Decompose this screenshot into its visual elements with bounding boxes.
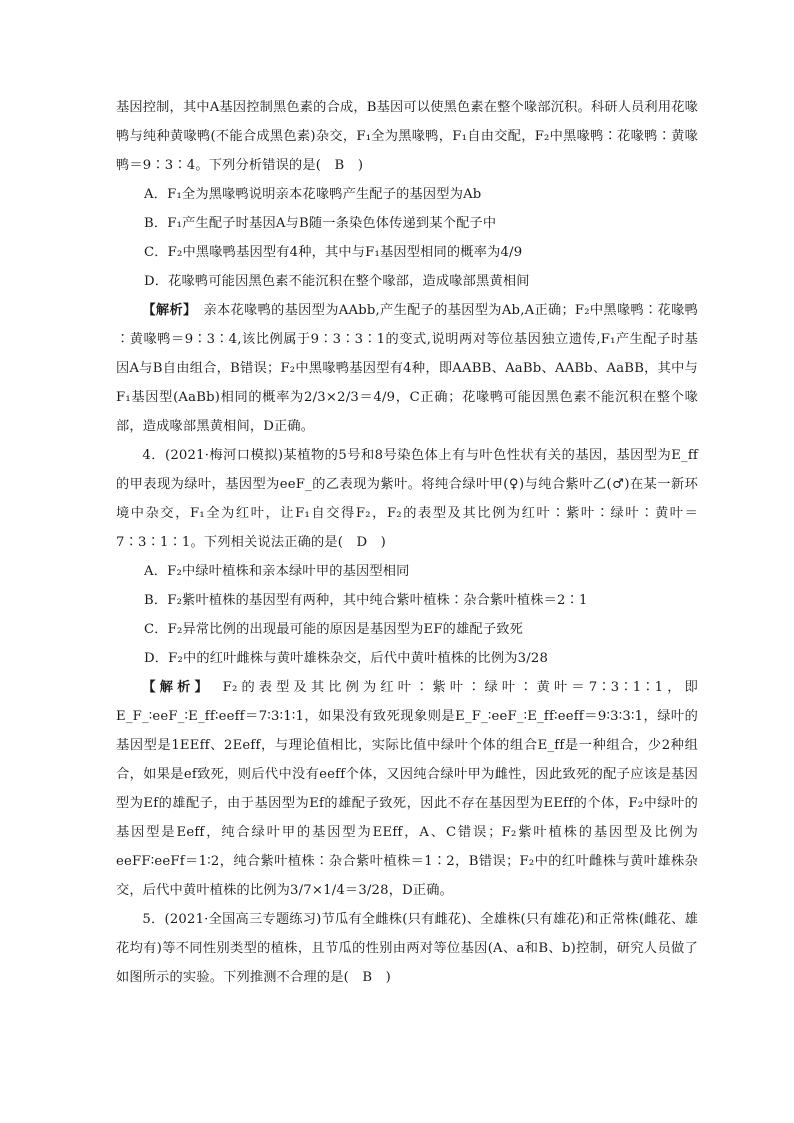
q3-analysis <box>116 296 698 441</box>
analysis-label: 【解析】 <box>142 303 190 318</box>
q3-option-a: A．F₁全为黑喙鸭说明亲本花喙鸭产生配子的基因型为Ab <box>144 187 482 202</box>
q4-option-a: A．F₂中绿叶植株和亲本绿叶甲的基因型相同 <box>144 564 410 579</box>
q4-option-b: B．F₂紫叶植株的基因型有两种，其中纯合紫叶植株∶杂合紫叶植株＝2∶1 <box>144 593 588 608</box>
document-body <box>116 93 698 992</box>
q3-option-c: C．F₂中黑喙鸭基因型有4种，其中与F₁基因型相同的概率为4/9 <box>144 245 523 260</box>
analysis-text: 亲本花喙鸭的基因型为AAbb,产生配子的基因型为Ab,A正确；F₂中黑喙鸭∶花喙鸭∶黄喙鸭＝9∶3∶4,该比例属于9∶3∶3∶1的变式,说明两对等位基因独立遗传,F₁产生配子时基因A与B自由组合，B错误；F₂中黑喙鸭基因型有4种，即AABB、AaBb、AABb、AaBB，其中与F₁基因型(AaBb)相同的概率为2/3×2/3＝4/9，C正确；花喙鸭可能因黑色素不能沉积在整个喙部，造成喙部黑黄相间，D正确。 <box>116 303 698 434</box>
q3-option-d: D．花喙鸭可能因黑色素不能沉积在整个喙部，造成喙部黑黄相间 <box>144 274 530 289</box>
q4-option-c: C．F₂异常比例的出现最可能的原因是基因型为EF的雄配子致死 <box>144 622 523 637</box>
analysis-text: F₂的表型及其比例为红叶∶紫叶∶绿叶∶黄叶＝7∶3∶1∶1，即E_F_∶eeF_∶E_ff∶eeff＝7∶3∶1∶1，如果没有致死现象则是E_F_∶eeF_∶E_ff∶eeff＝9∶3∶3∶1，绿叶的基因型是1EEff、2Eeff，与理论值相比，实际比值中绿叶个体的组合E_ff是一种组合，少2种组合，如果是ef致死，则后代中没有eeff个体，又因纯合绿叶甲为雌性，因此致死的配子应该是基因型为Ef的雄配子，由于基因型为Ef的雄配子致死，因此不存在基因型为EEff的个体，F₂中绿叶的基因型是Eeff，纯合绿叶甲的基因型为EEff，A、C错误；F₂紫叶植株的基因型及比例为eeFF∶eeFf＝1∶2，纯合紫叶植株∶杂合紫叶植株＝1∶2，B错误；F₂中的红叶雌株与黄叶雄株杂交，后代中黄叶植株的比例为3/7×1/4＝3/28，D正确。 <box>116 680 699 898</box>
q4-analysis <box>116 673 698 905</box>
analysis-label: 【解析】 <box>142 680 206 695</box>
q3-stem: 基因控制，其中A基因控制黑色素的合成，B基因可以使黑色素在整个喙部沉积。科研人员利用花喙鸭与纯种黄喙鸭(不能合成黑色素)杂交，F₁全为黑喙鸭，F₁自由交配，F₂中黑喙鸭∶花喙鸭∶黄喙鸭＝9∶3∶4。下列分析错误的是( B ) <box>116 100 698 173</box>
q3-option-b: B．F₁产生配子时基因A与B随一条染色体传递到某个配子中 <box>144 216 497 231</box>
q4-option-d: D．F₂中的红叶雌株与黄叶雄株杂交，后代中黄叶植株的比例为3/28 <box>144 651 549 666</box>
q4-stem: 4．(2021·梅河口模拟)某植物的5号和8号染色体上有与叶色性状有关的基因，基因型为E_ff的甲表现为绿叶，基因型为eeF_的乙表现为紫叶。将纯合绿叶甲(♀)与纯合紫叶乙(♂)在某一新环境中杂交，F₁全为红叶，让F₁自交得F₂，F₂的表型及其比例为红叶∶紫叶∶绿叶∶黄叶＝7∶3∶1∶1。下列相关说法正确的是( D ) <box>116 448 698 550</box>
q5-stem: 5．(2021·全国高三专题练习)节瓜有全雌株(只有雌花)、全雄株(只有雄花)和正常株(雌花、雄花均有)等不同性别类型的植株，且节瓜的性别由两对等位基因(A、a和B、b)控制，研究人员做了如图所示的实验。下列推测不合理的是( B ) <box>116 912 698 985</box>
